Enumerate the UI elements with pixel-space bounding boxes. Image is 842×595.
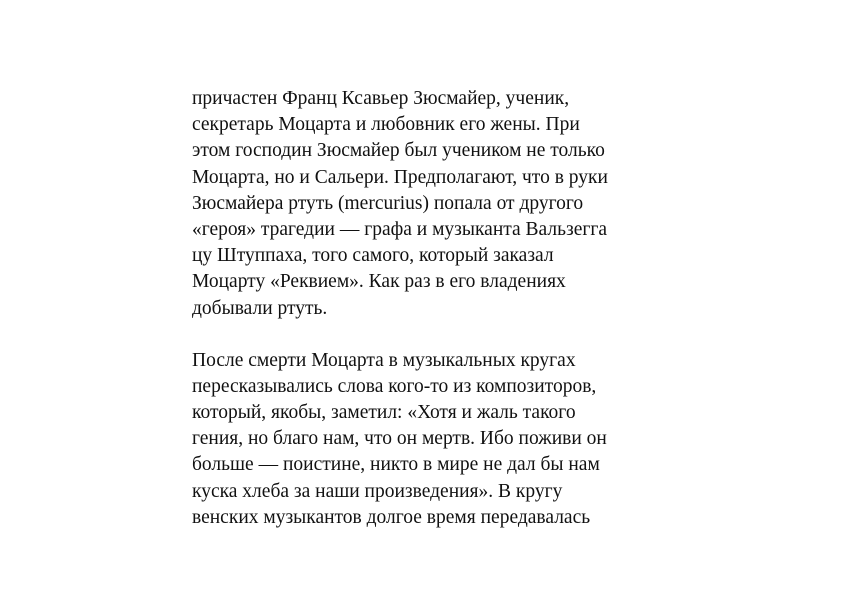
text-line: секретарь Моцарта и любовник его жены. При: [192, 114, 580, 136]
text-line: Моцарту «Реквием». Как раз в его владениях: [192, 271, 566, 293]
text-line: который, якобы, заметил: «Хотя и жаль такого: [192, 402, 576, 424]
text-line: Моцарта, но и Сальери. Предполагают, что в руки: [192, 166, 608, 188]
text-line: больше — поистине, никто в мире не дал бы нам: [192, 454, 600, 476]
text-line: куска хлеба за наши произведения». В кругу: [192, 480, 563, 502]
paragraph-1: [192, 86, 672, 322]
document-text: [192, 86, 672, 531]
text-line: этом господин Зюсмайер был учеником не только: [192, 140, 605, 162]
text-line: После смерти Моцарта в музыкальных кругах: [192, 349, 576, 371]
text-line: «героя» трагедии — графа и музыканта Вальзегга: [192, 218, 608, 240]
text-line: гения, но благо нам, что он мертв. Ибо поживи он: [192, 428, 607, 450]
text-line: венских музыкантов долгое время передавалась: [192, 506, 591, 528]
text-line: цу Штуппаха, того самого, который заказал: [192, 245, 554, 267]
text-line: причастен Франц Ксавьер Зюсмайер, ученик,: [192, 88, 570, 109]
text-line: Зюсмайера ртуть (mercurius) попала от другого: [192, 192, 584, 214]
text-line: пересказывались слова кого-то из композиторов,: [192, 375, 597, 397]
paragraph-2: [192, 348, 672, 531]
text-line: добывали ртуть.: [192, 297, 328, 319]
